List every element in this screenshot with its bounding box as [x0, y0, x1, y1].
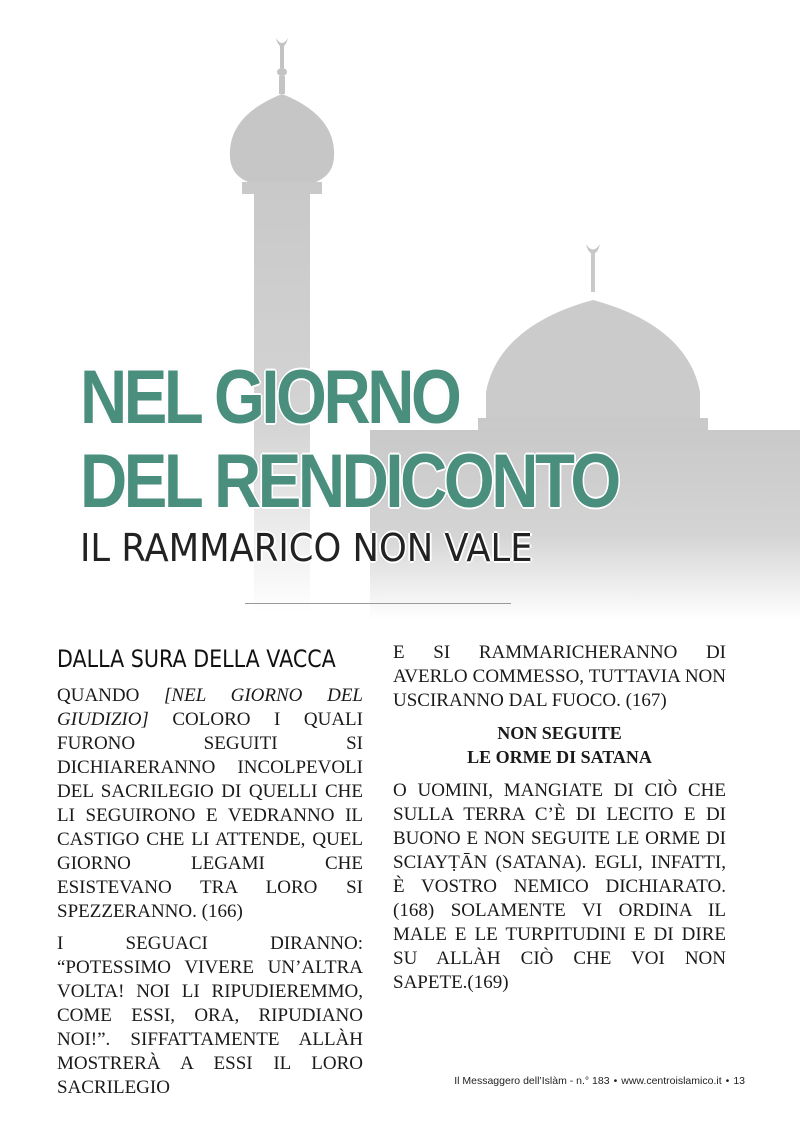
footer-separator: •	[725, 1075, 730, 1087]
footer-page-number: 13	[733, 1075, 745, 1087]
title-line-1: NEL GIORNO	[80, 355, 459, 440]
sub-heading-line-1: NON SEGUITE	[497, 723, 622, 743]
footer-publication: Il Messaggero dell’Islàm - n.° 183	[454, 1075, 610, 1087]
title-divider	[245, 603, 511, 604]
sub-heading	[393, 721, 726, 769]
title-line-2: DEL RENDICONTO	[80, 439, 618, 524]
page-footer	[454, 1075, 745, 1087]
paragraph-166	[57, 684, 363, 924]
paragraph-167-end: E SI RAMMARICHERANNO DI AVERLO COMMESSO, TUTTAVIA NON USCIRANNO DAL FUOCO. (167)	[393, 642, 726, 711]
right-column	[393, 641, 726, 1003]
article-subtitle: IL RAMMARICO NON VALE	[80, 526, 533, 570]
paragraph-167-start: I SEGUACI DIRANNO: “POTESSIMO VIVERE UN’ALTRA VOLTA! NOI LI RIPUDIEREMMO, COME ESSI, ORA, RIPUDIANO NOI!”. SIFFATTAMENTE ALLÀH MOSTRERÀ A ESSI IL LORO SACRILEGIO	[57, 933, 363, 1098]
section-heading: DALLA SURA DELLA VACCA	[57, 645, 336, 673]
paragraph-166-end: COLORO I QUALI FURONO SEGUITI SI DICHIARERANNO INCOLPEVOLI DEL SACRILEGIO DI QUELLI CHE LI SEGUIRONO E VEDRANNO IL CASTIGO CHE LI ATTENDE, QUEL GIORNO LEGAMI CHE ESISTEVANO TRA LORO SI SPEZZERANNO. (166)	[57, 709, 363, 922]
paragraph-166-italic: [NEL GIORNO DEL GIUDIZIO]	[57, 685, 363, 730]
sub-heading-line-2: LE ORME DI SATANA	[467, 747, 652, 767]
left-column	[57, 640, 363, 1108]
paragraph-166-start: QUANDO	[57, 685, 165, 706]
title-block	[80, 356, 640, 570]
paragraph-168-169: O UOMINI, MANGIATE DI CIÒ CHE SULLA TERRA C’È DI LECITO E DI BUONO E NON SEGUITE LE ORME DI SCIAYṬĀN (SATANA). EGLI, INFATTI, È VOSTRO NEMICO DICHIARATO. (168) SOLAMENTE VI ORDINA IL MALE E LE TURPITUDINI E DI DIRE SU ALLÀH CIÒ CHE VOI NON SAPETE.(169)	[393, 780, 726, 993]
footer-separator: •	[613, 1075, 618, 1087]
footer-website[interactable]: www.centroislamico.it	[621, 1075, 722, 1087]
